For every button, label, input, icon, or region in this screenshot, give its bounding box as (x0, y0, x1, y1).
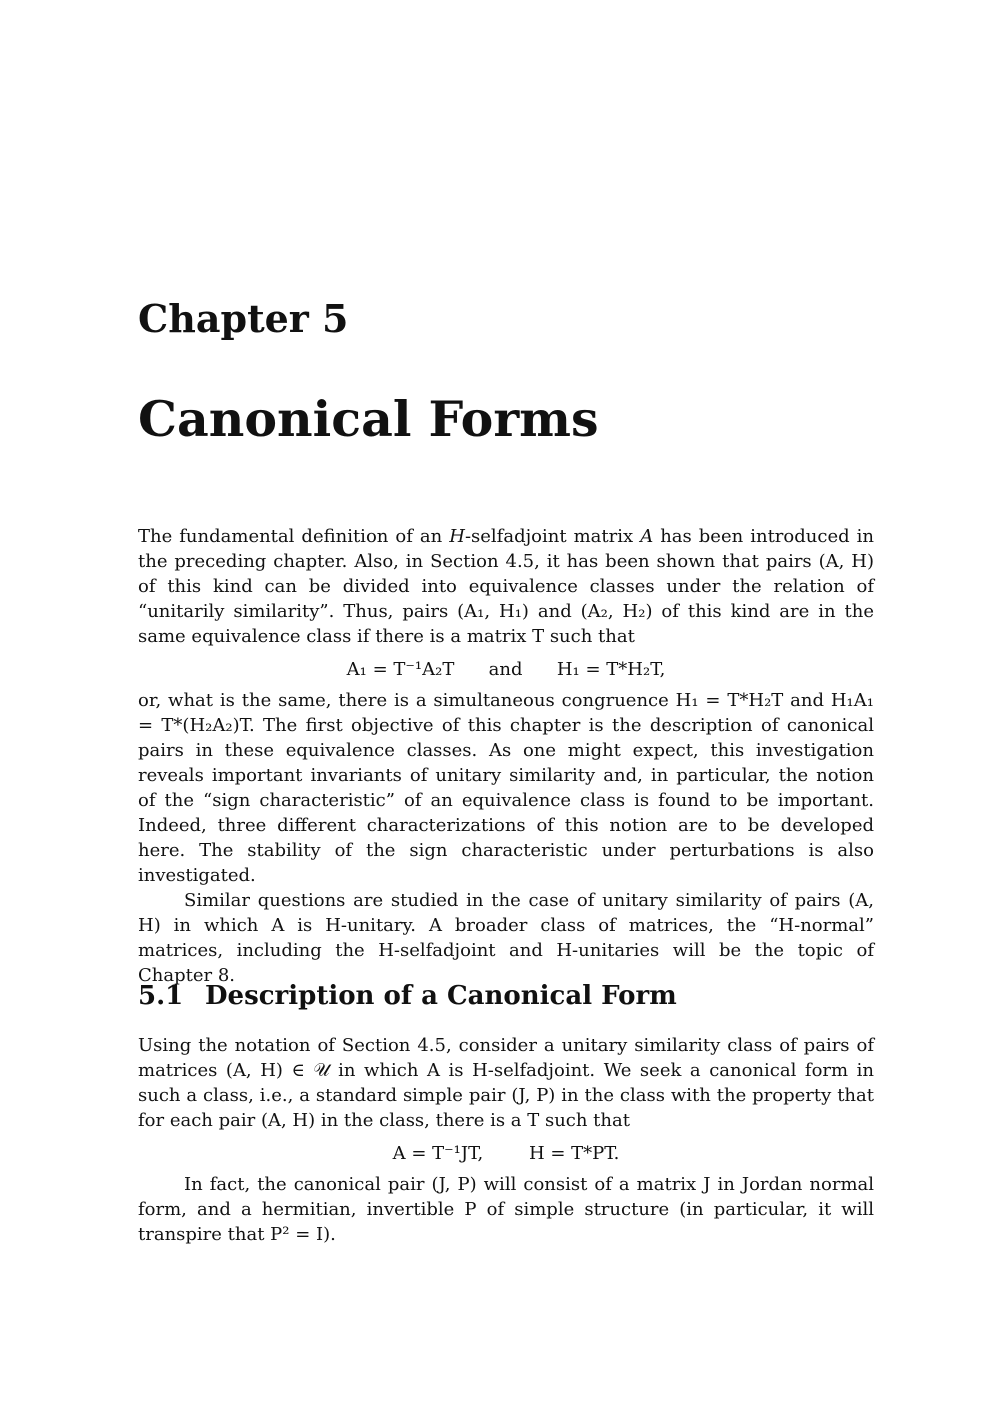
intro-paragraph-3: Similar questions are studied in the case of unitary similarity of pairs (A, H) in which A is H-unitary. A broader class of matrices, the “H-normal” matrices, including the H-selfadjoint and H-unitaries will be the topic of Chapter 8. (138, 890, 874, 986)
chapter-title: Canonical Forms (138, 390, 599, 448)
section-number: 5.1 (138, 981, 184, 1011)
intro-paragraph-2: or, what is the same, there is a simultaneous congruence H₁ = T*H₂T and H₁A₁ = T*(H₂A₂)T. The first objective of this chapter is the description of canonical pairs in these equivalence classes. As one might expect, this investigation reveals important invariants of unitary similarity and, in particular, the notion of the “sign characteristic” of an equivalence class is found to be important. Indeed, three different characterizations of this notion are to be developed here. The stability of the sign characteristic under perturbations is also investigated. (138, 690, 874, 886)
section-paragraph-2: In fact, the canonical pair (J, P) will consist of a matrix J in Jordan normal form, and a hermitian, invertible P of simple structure (in particular, it will transpire that P² = I). (138, 1174, 874, 1245)
section-block (138, 1033, 874, 1247)
equation-2: A = T⁻¹JT, H = T*PT. (392, 1143, 620, 1164)
section-heading (138, 981, 677, 1011)
intro-block (138, 524, 874, 988)
chapter-label: Chapter 5 (138, 296, 349, 341)
section-paragraph-1: Using the notation of Section 4.5, consider a unitary similarity class of pairs of matrices (A, H) ∈ 𝒰 in which A is H-selfadjoint. We seek a canonical form in such a class, i.e., a standard simple pair (J, P) in the class with the property that for each pair (A, H) in the class, there is a T such that (138, 1035, 874, 1131)
section-title: Description of a Canonical Form (205, 981, 677, 1011)
equation-1: A₁ = T⁻¹A₂T and H₁ = T*H₂T, (346, 659, 666, 680)
intro-paragraph-1: The fundamental definition of an H-selfadjoint matrix A has been introduced in the preceding chapter. Also, in Section 4.5, it has been shown that pairs (A, H) of this kind can be divided into equivalence classes under the relation of “unitarily similarity”. Thus, pairs (A₁, H₁) and (A₂, H₂) of this kind are in the same equivalence class if there is a matrix T such that (138, 526, 874, 647)
